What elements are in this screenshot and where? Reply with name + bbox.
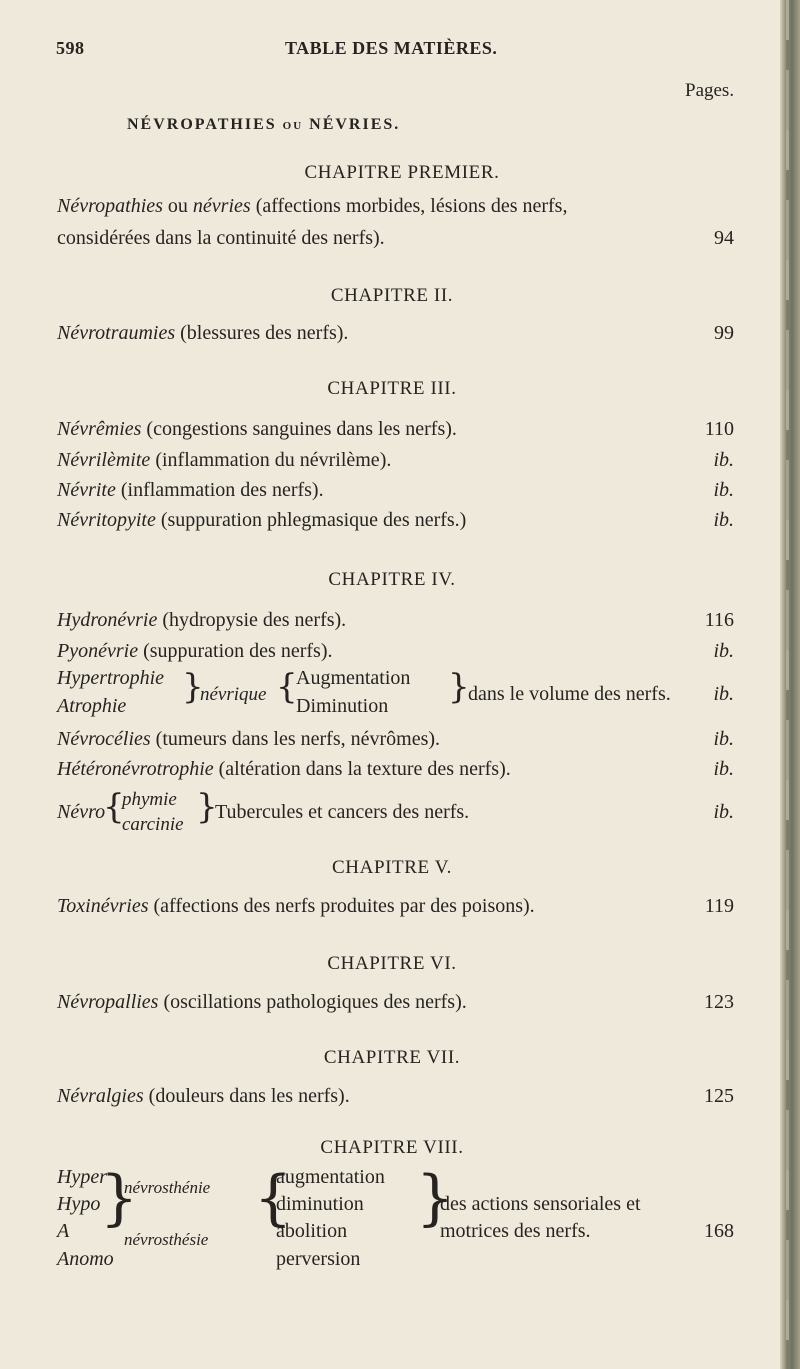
entry-term: Névrite [57,479,116,501]
entry-description: (hydropysie des nerfs). [162,609,347,631]
group-description: Tubercules et cancers des nerfs. [215,801,470,823]
toc-entry [57,322,348,345]
entry-page: ib. [713,801,734,823]
entry-term: Névrotraumies [57,322,176,344]
entry-description: (douleurs dans les nerfs). [148,1085,350,1107]
entry-description: (affections morbides, lésions des nerfs, [255,195,568,217]
group-term: Augmentation [296,667,411,689]
chapter-title: CHAPITRE V. [332,857,452,878]
group-kind: perversion [276,1248,361,1270]
running-title: TABLE DES MATIÈRES. [285,38,498,58]
entry-description: (suppuration des nerfs). [143,640,333,662]
entry-page: 119 [704,895,734,917]
entry-description: (congestions sanguines dans les nerfs). [146,418,457,440]
group-description: des actions sensoriales et [440,1193,641,1215]
entry-description: (blessures des nerfs). [180,322,349,344]
chapter-title: CHAPITRE PREMIER. [304,162,500,183]
entry-page: 123 [704,991,734,1013]
page-number: 598 [56,38,85,58]
toc-entry [57,895,535,918]
group-prefix: Névro [57,801,106,823]
entry-term: Névralgies [57,1085,144,1107]
chapter-title: CHAPITRE IV. [328,569,456,590]
entry-description: (inflammation des nerfs). [120,479,324,501]
toc-entry [57,758,511,781]
entry-connector: ou [167,195,188,217]
entry-term: Hétéronévrotrophie [57,758,214,780]
toc-entry [57,509,466,532]
entry-term: Névrêmies [57,418,142,440]
entry-term: Pyonévrie [57,640,139,662]
entry-description: (tumeurs dans les nerfs, névrômes). [155,728,441,750]
entry-description: (suppuration phlegmasique des nerfs.) [160,509,467,531]
entry-term-2: névries [192,195,251,217]
toc-entry [57,418,457,441]
entry-term: Névrocélies [57,728,151,750]
entry-page: 125 [704,1085,734,1107]
group-kind: abolition [276,1220,348,1242]
entry-page: ib. [713,479,734,501]
entry-term: Névritopyite [57,509,156,531]
entry-page: ib. [713,758,734,780]
brace-icon: { [103,787,125,827]
group-description: dans le volume des nerfs. [468,683,671,705]
brace-icon: } [100,1163,139,1233]
brace-icon: { [276,667,298,707]
group-term: Diminution [296,695,389,717]
entry-description: (affections des nerfs produites par des poisons). [153,895,535,917]
chapter-title: CHAPITRE II. [330,285,454,306]
pages-label: Pages. [685,80,735,101]
group-middle-term: névrosthénie [124,1178,211,1197]
entry-page: ib. [713,640,734,662]
group-prefix: A [57,1220,70,1242]
entry-description: (inflammation du névrilème). [155,449,392,471]
group-kind: diminution [276,1193,364,1215]
entry-description-continued: considérées dans la continuité des nerfs). [57,227,385,249]
toc-entry [57,609,346,632]
entry-term: Toxinévries [57,895,149,917]
group-prefix: Anomo [57,1248,114,1270]
group-prefix: Hypo [57,1193,101,1215]
entry-page: 94 [714,227,734,249]
entry-description: (oscillations pathologiques des nerfs). [163,991,467,1013]
section-title: NÉVROPATHIES ou NÉVRIES. [127,116,401,133]
chapter-title: CHAPITRE VIII. [320,1137,464,1158]
group-kind: augmentation [276,1166,385,1188]
chapter-title: CHAPITRE VII. [323,1047,461,1068]
entry-term: Névrilèmite [57,449,151,471]
entry-page: ib. [713,449,734,471]
brace-icon: } [416,1163,455,1233]
group-middle-term: névrosthésie [124,1230,209,1249]
toc-entry [57,1085,350,1108]
toc-entry [57,640,332,663]
book-spine-edge [780,0,800,1369]
toc-entry [57,479,324,502]
toc-entry [57,991,467,1014]
group-term: carcinie [122,814,184,835]
entry-page: 116 [704,609,734,631]
group-middle-term: névrique [200,684,267,705]
group-description: motrices des nerfs. [440,1220,591,1242]
group-prefix: Hyper [57,1166,107,1188]
entry-page: 168 [704,1220,734,1242]
entry-term: Névropallies [57,991,159,1013]
brace-icon: } [196,787,218,827]
entry-term: Hydronévrie [57,609,158,631]
entry-page: ib. [713,683,734,705]
brace-icon: } [448,667,470,707]
entry-page: ib. [713,728,734,750]
entry-page: 110 [704,418,734,440]
brace-icon: } [182,667,204,707]
group-term: Hypertrophie [57,667,165,689]
toc-entry [57,449,391,472]
entry-page: 99 [714,322,734,344]
entry-description: (altération dans la texture des nerfs). [218,758,511,780]
toc-entry [57,195,567,218]
entry-term: Névropathies [57,195,163,217]
chapter-title: CHAPITRE VI. [327,953,457,974]
group-term: phymie [122,789,177,810]
group-term: Atrophie [57,695,127,717]
chapter-title: CHAPITRE III. [327,378,457,399]
brace-icon: { [254,1163,293,1233]
toc-entry [57,728,440,751]
entry-page: ib. [713,509,734,531]
